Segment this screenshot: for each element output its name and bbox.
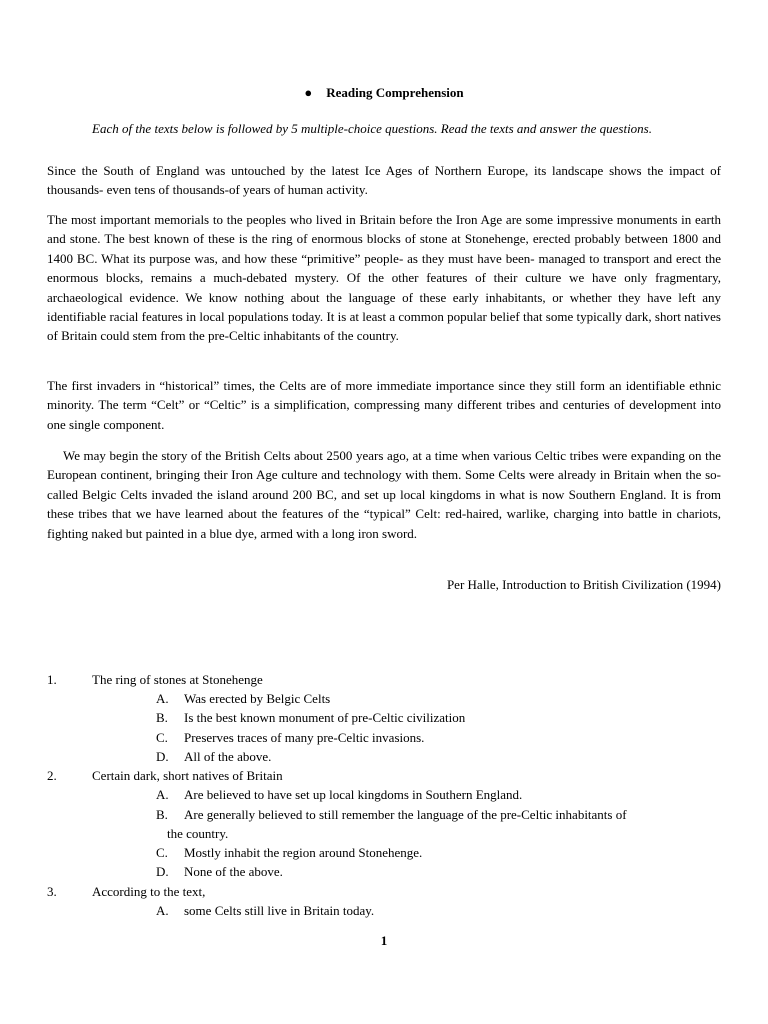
citation: Per Halle, Introduction to British Civilization (1994)	[446, 577, 721, 592]
paragraph-3: The first invaders in “historical” times, the Celts are of more immediate importance since they still form an identifiable ethnic minority. The term “Celt” or “Celtic” is a simplification, compressing many different tribes and centuries of development into one single component.	[47, 378, 721, 432]
bullet-icon: ●	[304, 85, 313, 100]
q2-option-d	[156, 862, 721, 881]
paragraph-4: We may begin the story of the British Celts about 2500 years ago, at a time when various Celtic tribes were expanding on the European continent, bringing their Iron Age culture and technology with them. Some Celts were already in Britain when the so-called Belgic Celts invaded the island around 200 BC, and set up local kingdoms in what is now Southern England. It is from these tribes that we have learned about the features of the “typical” Celt: red-haired, warlike, charging into battle in chariots, fighting naked but painted in a blue dye, armed with a long iron sword.	[47, 448, 721, 541]
question-text: The ring of stones at Stonehenge	[92, 672, 263, 687]
heading-title: Reading Comprehension	[326, 85, 464, 100]
option-text: Preserves traces of many pre-Celtic invasions.	[184, 730, 425, 745]
option-letter: B.	[156, 807, 168, 822]
question-number: 2.	[47, 768, 57, 783]
option-letter: D.	[156, 864, 169, 879]
option-text: Mostly inhabit the region around Stonehenge.	[184, 845, 423, 860]
question-number: 3.	[47, 884, 57, 899]
option-text: Was erected by Belgic Celts	[184, 691, 331, 706]
q2-option-b	[156, 805, 721, 844]
option-text: None of the above.	[184, 864, 283, 879]
question-number: 1.	[47, 672, 57, 687]
q1-option-a	[156, 689, 721, 708]
question-text: Certain dark, short natives of Britain	[92, 768, 283, 783]
paragraph-1: Since the South of England was untouched by the latest Ice Ages of Northern Europe, its landscape shows the impact of thousands- even tens of thousands-of years of human activity.	[47, 163, 721, 198]
option-text-continuation: the country.	[167, 826, 229, 842]
option-letter: A.	[156, 787, 169, 802]
option-text: Is the best known monument of pre-Celtic civilization	[184, 710, 466, 725]
q2-option-c	[156, 843, 721, 862]
question-text: According to the text,	[92, 884, 206, 899]
paragraph-2: The most important memorials to the peoples who lived in Britain before the Iron Age are some impressive monuments in earth and stone. The best known of these is the ring of enormous blocks of stone at Stonehenge, erected probably between 1800 and 1400 BC. What its purpose was, and how these “primitive” people- as they must have been- managed to transport and erect the enormous blocks, remains a much-debated mystery. Of the other features of their culture we have only fragmentary, archaeological evidence. We know nothing about the language of these early inhabitants, or whether they have left any identifiable racial features in local populations today. It is at least a common popular belief that some typically dark, short natives of Britain could stem from the pre-Celtic inhabitants of the country.	[47, 212, 721, 344]
page-number: 1	[380, 933, 388, 948]
option-letter: C.	[156, 730, 168, 745]
option-letter: B.	[156, 710, 168, 725]
q2-option-a	[156, 785, 721, 804]
q1-option-c	[156, 728, 721, 747]
option-text: Are generally believed to still remember the language of the pre-Celtic inhabitants of	[184, 807, 627, 822]
option-text: some Celts still live in Britain today.	[184, 903, 375, 918]
option-letter: A.	[156, 903, 169, 918]
option-letter: D.	[156, 749, 169, 764]
instructions: Each of the texts below is followed by 5 multiple-choice questions. Read the texts and answer the questions.	[92, 121, 652, 136]
option-letter: A.	[156, 691, 169, 706]
q1-option-d	[156, 747, 721, 766]
option-letter: C.	[156, 845, 168, 860]
q3-option-a	[156, 901, 721, 920]
option-text: All of the above.	[184, 749, 272, 764]
option-text: Are believed to have set up local kingdoms in Southern England.	[184, 787, 523, 802]
section-heading	[47, 85, 721, 101]
q1-option-b	[156, 708, 721, 727]
